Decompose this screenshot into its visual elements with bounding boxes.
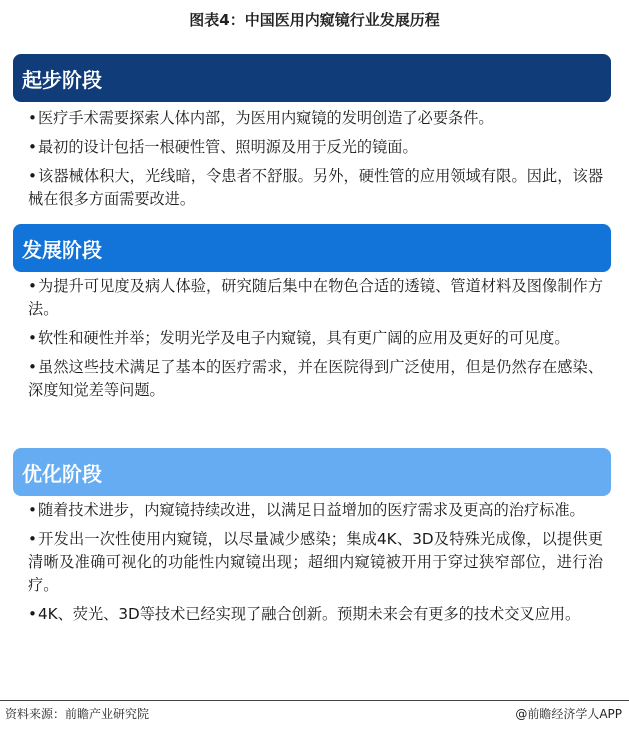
bullet-item: •软性和硬性并举；发明光学及电子内窥镜，具有更广阔的应用及更好的可见度。 bbox=[28, 329, 570, 347]
credit-note: @前瞻经济学人APP bbox=[515, 707, 622, 721]
stage-header-optimization bbox=[13, 448, 611, 496]
stage-label: 发展阶段 bbox=[22, 237, 102, 262]
bullet-item: •虽然这些技术满足了基本的医疗需求，并在医院得到广泛使用，但是仍然存在感染、深度知觉差等问题。 bbox=[28, 358, 603, 399]
stage-bullets-development bbox=[28, 275, 603, 408]
footer-rule bbox=[0, 700, 629, 701]
bullet-item: •为提升可见度及病人体验，研究随后集中在物色合适的透镜、管道材料及图像制作方法。 bbox=[28, 277, 603, 318]
stage-label: 优化阶段 bbox=[22, 461, 102, 486]
stage-header-start bbox=[13, 54, 611, 102]
stage-bullets-start bbox=[28, 107, 603, 217]
bullet-item: •医疗手术需要探索人体内部，为医用内窥镜的发明创造了必要条件。 bbox=[28, 109, 494, 127]
bullet-item: •4K、荧光、3D等技术已经实现了融合创新。预期未来会有更多的技术交叉应用。 bbox=[28, 605, 581, 623]
stage-header-development bbox=[13, 224, 611, 272]
bullet-item: •随着技术进步，内窥镜持续改进，以满足日益增加的医疗需求及更高的治疗标准。 bbox=[28, 501, 585, 519]
stage-bullets-optimization bbox=[28, 499, 603, 632]
bullet-item: •开发出一次性使用内窥镜，以尽量减少感染；集成4K、3D及特殊光成像，以提供更清晰及准确可视化的功能性内窥镜出现；超细内窥镜被开用于穿过狭窄部位，进行治疗。 bbox=[28, 530, 603, 594]
figure-title: 图表4：中国医用内窥镜行业发展历程 bbox=[189, 11, 440, 29]
source-note: 资料来源：前瞻产业研究院 bbox=[5, 707, 150, 721]
bullet-item: •该器械体积大，光线暗，令患者不舒服。另外，硬性管的应用领域有限。因此，该器械在很多方面需要改进。 bbox=[28, 167, 603, 208]
bullet-item: •最初的设计包括一根硬性管、照明源及用于反光的镜面。 bbox=[28, 138, 418, 156]
stage-label: 起步阶段 bbox=[22, 67, 102, 92]
